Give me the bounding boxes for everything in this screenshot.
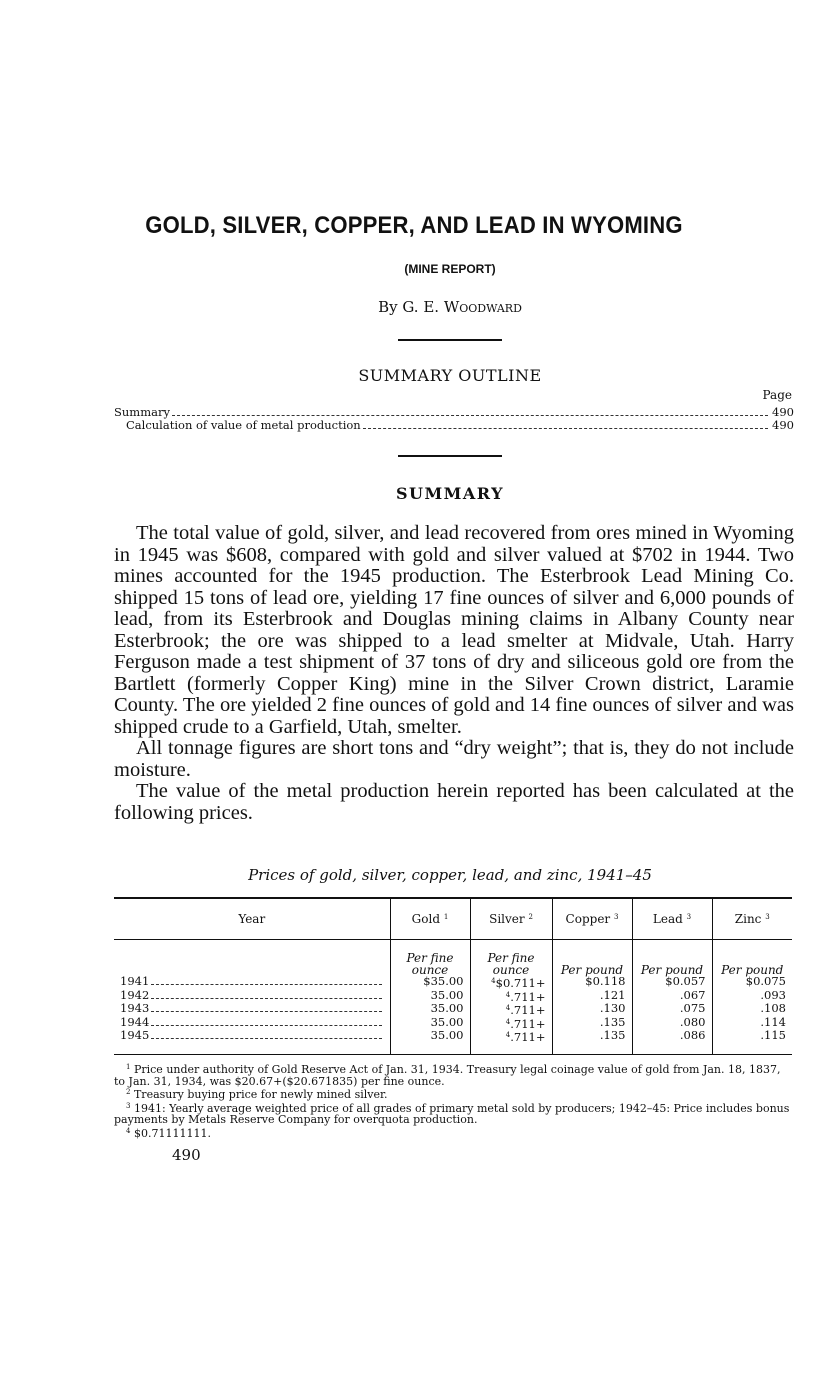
unit-copper: Per pound (552, 940, 632, 977)
footnote: $^3$ 1941: Yearly average weighted price of all grades of primary metal sold by producers; 1942–45: Price includes bonus payments by Metals Reserve Company for overquota production. (114, 1101, 790, 1126)
report-subtitle: (MINE REPORT) (404, 262, 496, 276)
table-row: 1943 35.00 $^4$.711+ .130 .075 .108 (114, 1003, 792, 1017)
header-gold: Gold $^1$ (390, 898, 470, 940)
table-row: 1942 35.00 $^4$.711+ .121 .067 .093 (114, 990, 792, 1004)
header-year: Year (114, 898, 390, 940)
footnote: $^4$ $0.71111111. (126, 1126, 211, 1140)
title-divider (398, 339, 502, 341)
table-row: 1941 $35.00 $^4$\$0.711+ $0.118 $0.057 $0.075 (114, 976, 792, 990)
units-row (114, 940, 792, 977)
summary-heading: SUMMARY (395, 484, 505, 503)
outline-divider (398, 455, 502, 457)
footnote: $^2$ Treasury buying price for newly mined silver. (126, 1088, 388, 1101)
page-number: 490 (172, 1146, 201, 1164)
unit-gold: Per fine ounce (390, 940, 470, 977)
toc-row-summary (114, 405, 792, 419)
table-row: 1944 35.00 $^4$.711+ .135 .080 .114 (114, 1017, 792, 1031)
outline-page-label: Page (762, 388, 792, 402)
table-title: Prices of gold, silver, copper, lead, and zinc, 1941–45 (248, 866, 652, 884)
unit-silver: Per fine ounce (470, 940, 552, 977)
toc-row-calculation (114, 418, 792, 432)
toc-page: 490 (772, 405, 794, 419)
summary-paragraph: The total value of gold, silver, and lead recovered from ores mined in Wyoming in 1945 was $608, compared with gold and silver valued at $702 in 1944. Two mines accounted for the 1945 production. The Esterbrook Lead Mining Co. shipped 15 tons of lead ore, yielding 17 fine ounces of silver and 6,000 pounds of lead, from its Esterbrook and Douglas mining claims in Albany County near Esterbrook; the ore was shipped to a lead smelter at Midvale, Utah. Harry Ferguson made a test shipment of 37 tons of dry and siliceous gold ore from the Bartlett (formerly Copper King) mine in the Silver Crown district, Laramie County. The ore yielded 2 fine ounces of gold and 14 fine ounces of silver and was shipped crude to a Garfield, Utah, smelter. (114, 522, 794, 738)
toc-label: Calculation of value of metal production (126, 418, 361, 432)
author-line (0, 298, 834, 316)
toc-leader (363, 428, 768, 429)
summary-body (114, 523, 794, 824)
summary-paragraph: All tonnage figures are short tons and “dry weight”; that is, they do not include moisture. (114, 737, 794, 781)
summary-paragraph: The value of the metal production herein reported has been calculated at the following prices. (114, 780, 794, 824)
author-name: Woodward (443, 298, 522, 316)
unit-zinc: Per pound (712, 940, 792, 977)
toc-page: 490 (772, 418, 794, 432)
author-prefix: By G. E. (378, 298, 440, 316)
header-zinc: Zinc $^3$ (712, 898, 792, 940)
footnotes (114, 1062, 794, 1139)
footnote: $^1$ Price under authority of Gold Reserve Act of Jan. 31, 1934. Treasury legal coinage value of gold from Jan. 18, 1837, to Jan. 31, 1934, was $20.67+($20.671835) per fine ounce. (114, 1063, 781, 1088)
table-row: 1945 35.00 $^4$.711+ .135 .086 .115 (114, 1030, 792, 1054)
outline-heading: SUMMARY OUTLINE (358, 366, 542, 385)
toc-label: Summary (114, 405, 170, 419)
header-copper: Copper $^3$ (552, 898, 632, 940)
header-lead: Lead $^3$ (632, 898, 712, 940)
unit-lead: Per pound (632, 940, 712, 977)
report-title: GOLD, SILVER, COPPER, AND LEAD IN WYOMING (145, 212, 683, 239)
header-silver: Silver $^2$ (470, 898, 552, 940)
prices-table (114, 897, 792, 1055)
toc-leader (172, 415, 768, 416)
